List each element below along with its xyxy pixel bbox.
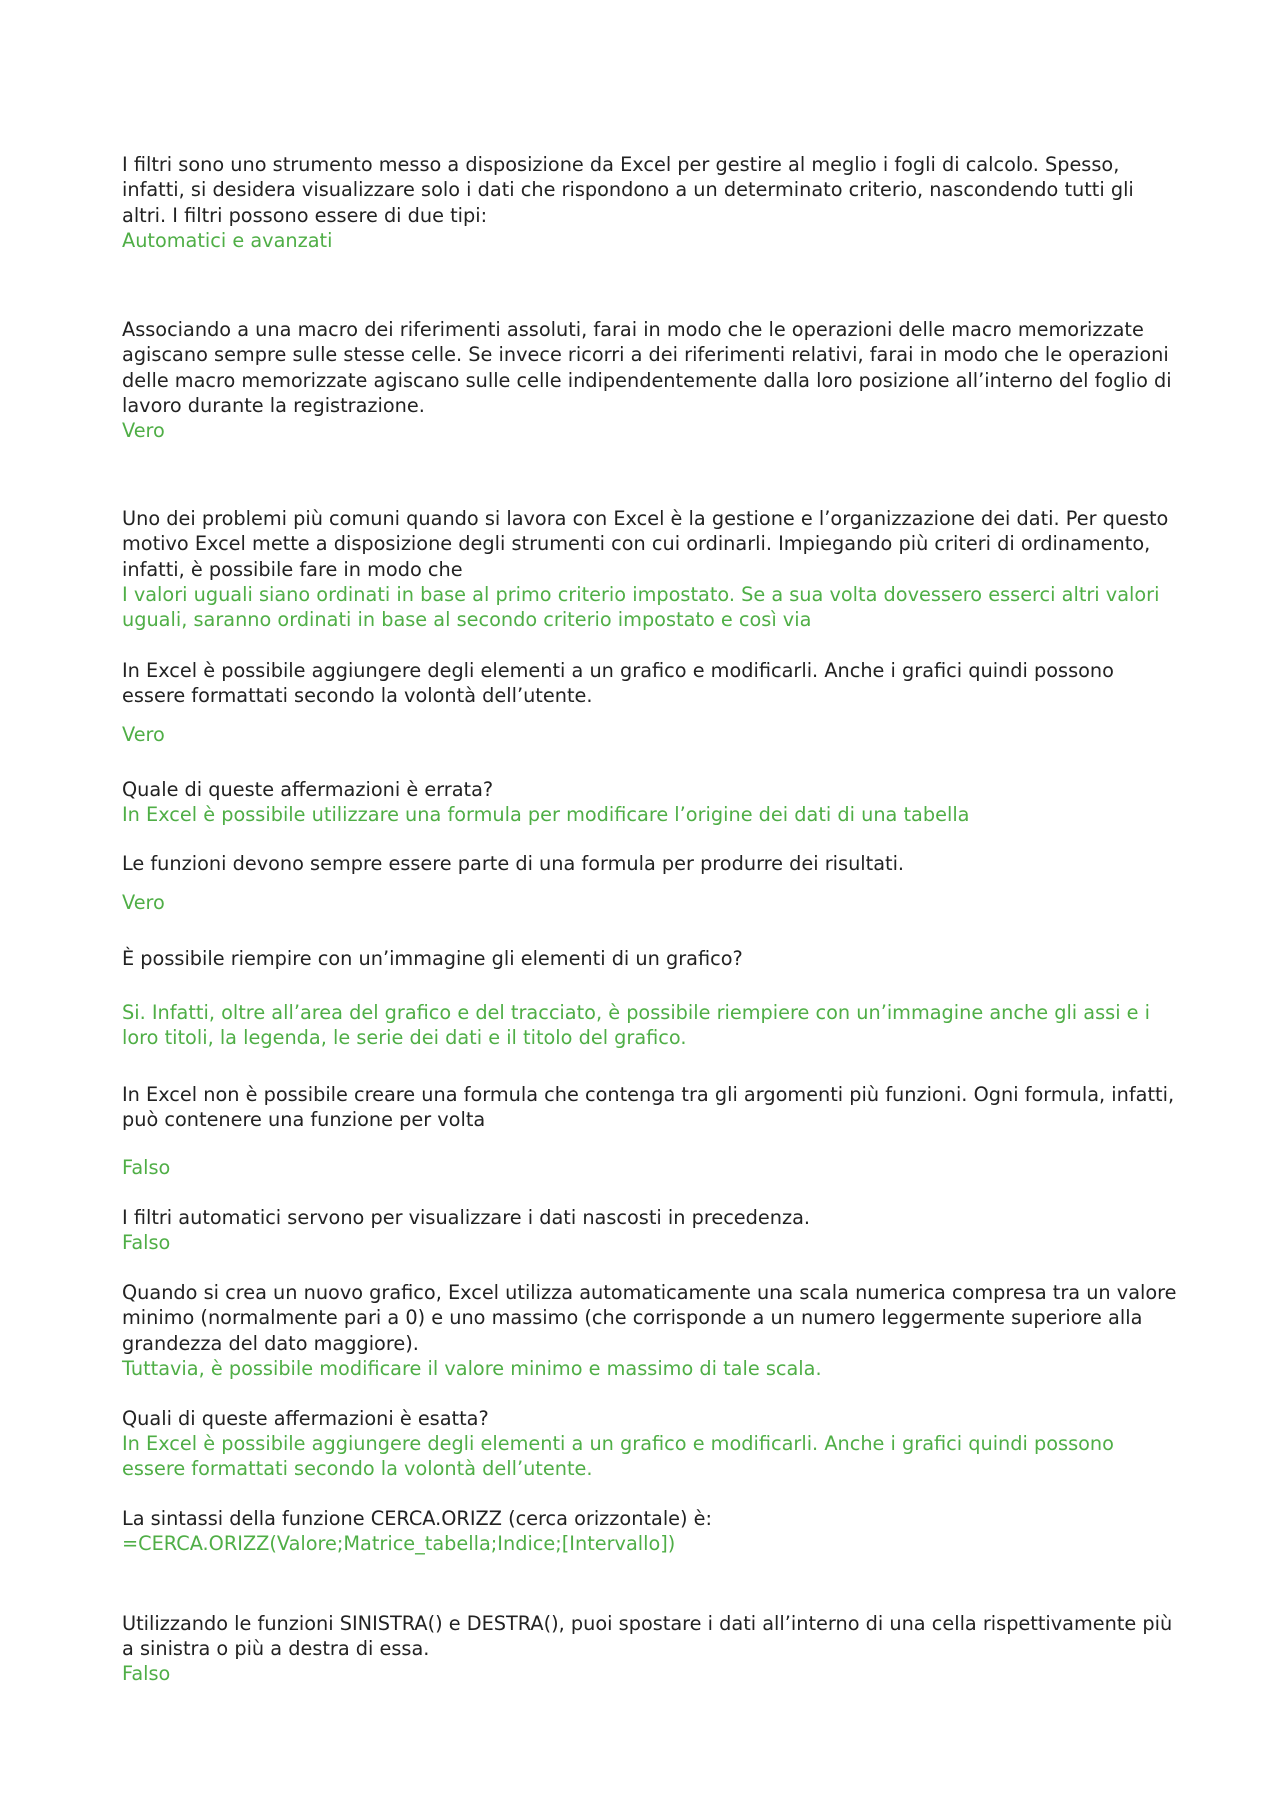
answer-6: Vero bbox=[122, 891, 165, 914]
question-6: Le funzioni devono sempre essere parte di una formula per produrre dei risultati. bbox=[122, 852, 905, 875]
answer-13: Falso bbox=[122, 1662, 171, 1685]
question-1: I filtri sono uno strumento messo a disposizione da Excel per gestire al meglio i fogli di calcolo. Spesso, infatti, si desidera visualizzare solo i dati che rispondono a un determinato criterio, nascondendo tutti gli altri. I filtri possono essere di due tipi: bbox=[122, 153, 1134, 227]
answer-7: Si. Infatti, oltre all’area del grafico e del tracciato, è possibile riempiere con un’immagine anche gli assi e i loro titoli, la legenda, le serie dei dati e il titolo del grafico. bbox=[122, 1001, 1151, 1050]
question-7: È possibile riempire con un’immagine gli elementi di un grafico? bbox=[122, 947, 743, 970]
answer-4: Vero bbox=[122, 723, 165, 746]
answer-9: Falso bbox=[122, 1231, 171, 1254]
answer-5: In Excel è possibile utilizzare una formula per modificare l’origine dei dati di una tabella bbox=[122, 803, 970, 826]
answer-1: Automatici e avanzati bbox=[122, 229, 333, 252]
question-8: In Excel non è possibile creare una formula che contenga tra gli argomenti più funzioni. Ogni formula, infatti, può contenere una funzione per volta bbox=[122, 1083, 1175, 1132]
answer-10: Tuttavia, è possibile modificare il valore minimo e massimo di tale scala. bbox=[122, 1357, 822, 1380]
question-2: Associando a una macro dei riferimenti assoluti, farai in modo che le operazioni delle macro memorizzate agiscano sempre sulle stesse celle. Se invece ricorri a dei riferimenti relativi, farai in modo che le operazioni delle macro memorizzate agiscano sulle celle indipendentemente dalla loro posizione all’interno del foglio di lavoro durante la registrazione. bbox=[122, 318, 1172, 417]
question-9: I filtri automatici servono per visualizzare i dati nascosti in precedenza. bbox=[122, 1206, 811, 1229]
answer-2: Vero bbox=[122, 419, 165, 442]
answer-11: In Excel è possibile aggiungere degli elementi a un grafico e modificarli. Anche i grafici quindi possono essere formattati secondo la volontà dell’utente. bbox=[122, 1432, 1114, 1481]
answer-8: Falso bbox=[122, 1156, 171, 1179]
answer-12: =CERCA.ORIZZ(Valore;Matrice_tabella;Indice;[Intervallo]) bbox=[122, 1532, 676, 1555]
question-13: Utilizzando le funzioni SINISTRA() e DESTRA(), puoi spostare i dati all’interno di una cella rispettivamente più a sinistra o più a destra di essa. bbox=[122, 1612, 1173, 1661]
question-12: La sintassi della funzione CERCA.ORIZZ (cerca orizzontale) è: bbox=[122, 1507, 713, 1530]
answer-3: I valori uguali siano ordinati in base al primo criterio impostato. Se a sua volta dovessero esserci altri valori uguali, saranno ordinati in base al secondo criterio impostato e così via bbox=[122, 583, 1160, 632]
question-3: Uno dei problemi più comuni quando si lavora con Excel è la gestione e l’organizzazione dei dati. Per questo motivo Excel mette a disposizione degli strumenti con cui ordinarli. Impiegando più criteri di ordinamento, infatti, è possibile fare in modo che bbox=[122, 507, 1169, 581]
question-4: In Excel è possibile aggiungere degli elementi a un grafico e modificarli. Anche i grafici quindi possono essere formattati secondo la volontà dell’utente. bbox=[122, 659, 1114, 708]
question-11: Quali di queste affermazioni è esatta? bbox=[122, 1407, 489, 1430]
question-5: Quale di queste affermazioni è errata? bbox=[122, 778, 494, 801]
question-10: Quando si crea un nuovo grafico, Excel utilizza automaticamente una scala numerica compresa tra un valore minimo (normalmente pari a 0) e uno massimo (che corrisponde a un numero leggermente superiore alla grandezza del dato maggiore). bbox=[122, 1281, 1177, 1355]
